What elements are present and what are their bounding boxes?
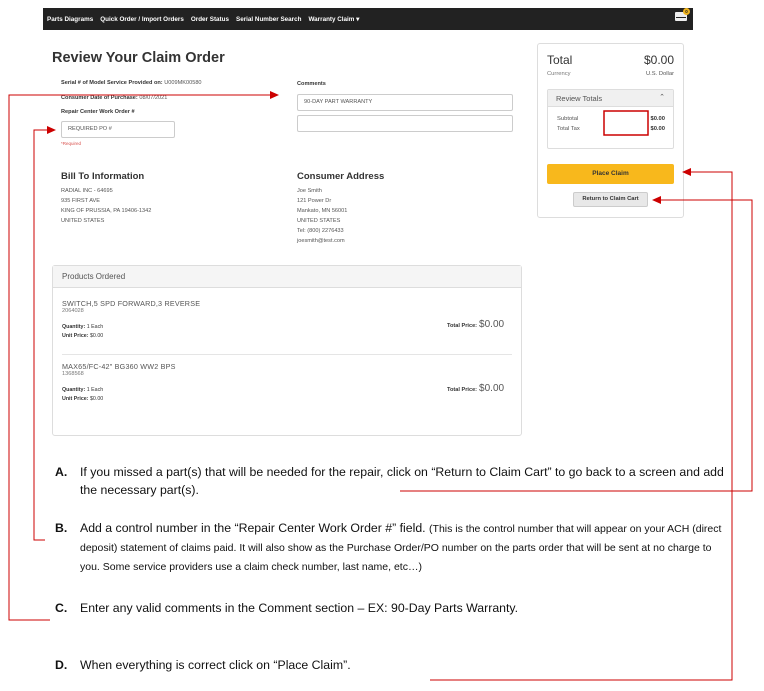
work-order-label: Repair Center Work Order # [61,109,135,115]
unit-price-label: Unit Price: [62,396,89,402]
instruction-d [55,656,730,674]
instruction-a [55,463,730,499]
serial-label: Serial # of Model Service Provided on: [61,80,163,86]
connector-a [400,200,752,491]
nav-serial-search[interactable]: Serial Number Search [236,15,302,23]
instruction-letter: D. [55,658,68,672]
unit-price-value: $0.00 [89,396,104,402]
currency-label: Currency [547,71,571,77]
arrow-d [682,168,691,176]
qty-value: 1 Each [86,387,104,393]
consumer-line: 121 Power Dr [297,198,332,204]
instruction-letter: C. [55,601,68,615]
total-price-value: $0.00 [479,383,505,394]
qty-value: 1 Each [86,324,104,330]
product-sku: 2064028 [62,308,84,314]
qty-label: Quantity: [62,324,86,330]
nav-warranty-claim[interactable]: Warranty Claim ▾ [308,15,360,23]
arrow-b [47,126,56,134]
nav-parts-diagrams[interactable]: Parts Diagrams [47,15,94,23]
consumer-line: UNITED STATES [297,218,341,224]
product-name: SWITCH,5 SPD FORWARD,3 REVERSE [62,299,201,308]
instruction-text: Add a control number in the “Repair Center Work Order #” field. [80,521,426,535]
consumer-heading: Consumer Address [297,171,385,182]
purchase-label: Consumer Date of Purchase: [61,95,138,101]
chevron-up-icon: ⌃ [659,94,665,101]
highlight-box [604,111,648,135]
connector-b [34,130,48,540]
product-sku: 1368568 [62,371,84,377]
mail-badge: 0 [683,8,690,15]
total-price-label: Total Price: [447,323,478,329]
required-note: *Required [61,141,82,146]
consumer-line: joesmith@test.com [297,238,345,244]
total-label: Total [547,53,573,67]
total-price-value: $0.00 [479,319,505,330]
instruction-letter: A. [55,465,68,479]
place-claim-button[interactable]: Place Claim [547,164,674,184]
review-totals-title: Review Totals [556,94,603,103]
subtotal-value: $0.00 [650,116,665,122]
total-value: $0.00 [643,53,674,67]
consumer-line: Joe Smith [297,188,322,194]
arrow-c [270,91,279,99]
instruction-letter: B. [55,521,68,535]
instruction-text: When everything is correct click on “Place Claim”. [80,658,351,672]
bill-to-line: KING OF PRUSSIA, PA 19406-1342 [61,208,152,214]
nav-quick-order[interactable]: Quick Order / Import Orders [100,15,184,23]
nav-order-status[interactable]: Order Status [190,15,229,23]
products-heading: Products Ordered [53,266,521,288]
currency-value: U.S. Dollar [645,71,674,77]
instruction-note: (This is the control number that will appear on your ACH (direct deposit) statement of claims paid. It will also show as the Purchase Order/PO number on the parts order that will be sent at no charge to you. Some service providers use a claim check number, last name, etc…) [80,523,722,573]
instruction-c [55,599,730,617]
subtotal-label: Subtotal [557,116,579,122]
tax-value: $0.00 [650,126,665,132]
return-to-claim-cart-button[interactable]: Return to Claim Cart [573,192,648,207]
work-order-input[interactable]: REQUIRED PO # [61,121,175,138]
comments-label: Comments [297,81,326,87]
comments-input[interactable]: 90-DAY PART WARRANTY [297,94,513,111]
arrow-a [652,196,661,204]
bill-to-line: RADIAL INC - 64695 [61,188,113,194]
product-name: MAX65/FC-42" BG360 WW2 BPS [62,362,176,371]
unit-price-label: Unit Price: [62,333,89,339]
consumer-line: Tel: (800) 2276433 [297,228,344,234]
bill-to-line: UNITED STATES [61,218,105,224]
tax-label: Total Tax [557,126,580,132]
serial-value: U009MK00580 [164,80,202,86]
instruction-b [55,519,730,576]
bill-to-line: 935 FIRST AVE [61,198,100,204]
total-price-label: Total Price: [447,387,478,393]
consumer-line: Mankato, MN 56001 [297,208,348,214]
instruction-text: If you missed a part(s) that will be needed for the repair, click on “Return to Claim Cart” to go back to a screen and add the necessary part(s). [80,465,724,497]
qty-label: Quantity: [62,387,86,393]
purchase-value: 08/07/2021 [139,95,168,101]
bill-to-heading: Bill To Information [61,171,145,182]
instruction-text: Enter any valid comments in the Comment section – EX: 90-Day Parts Warranty. [80,601,519,615]
page-title: Review Your Claim Order [52,50,225,66]
unit-price-value: $0.00 [89,333,104,339]
